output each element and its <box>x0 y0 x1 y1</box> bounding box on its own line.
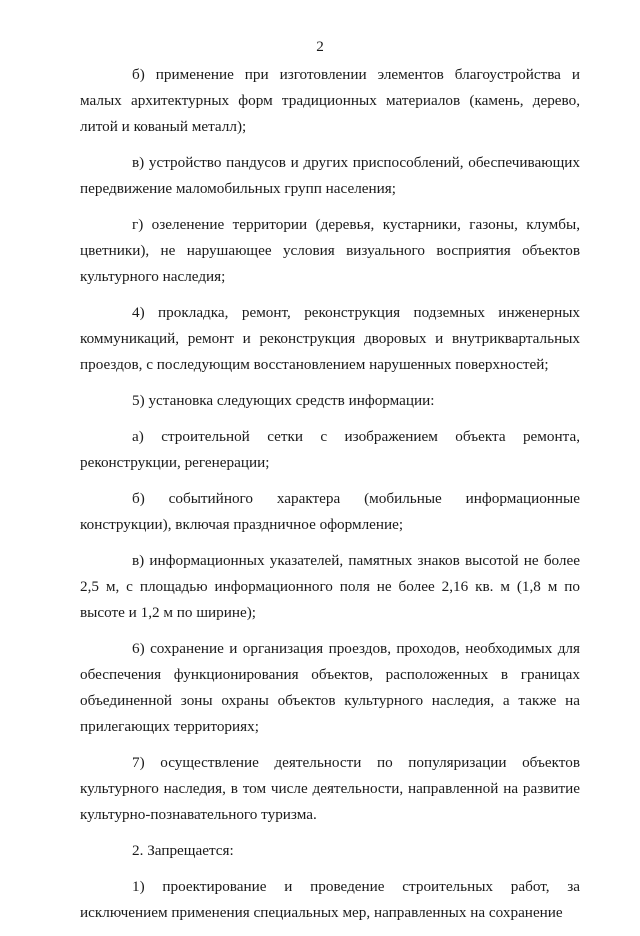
paragraph-item-v-ramps: в) устройство пандусов и других приспособлений, обеспечивающих передвижение маломобильных групп населения; <box>80 154 580 197</box>
page-number: 2 <box>316 38 324 55</box>
paragraph-item-1-design: 1) проектирование и проведение строительных работ, за исключением применения специальных мер, направленных на сохранение <box>80 878 580 921</box>
paragraph-item-b-event-structures: б) событийного характера (мобильные информационные конструкции), включая праздничное оформление; <box>80 490 580 533</box>
section-heading-prohibited: 2. Запрещается: <box>132 842 234 859</box>
paragraph-item-g-landscaping: г) озеленение территории (деревья, кустарники, газоны, клумбы, цветники), не нарушающее условия визуального восприятия объектов культурного наследия; <box>80 216 580 285</box>
paragraph-item-a-construction-mesh: а) строительной сетки с изображением объекта ремонта, реконструкции, регенерации; <box>80 428 580 471</box>
document-body <box>80 62 580 936</box>
paragraph-item-4-utilities: 4) прокладка, ремонт, реконструкция подземных инженерных коммуникаций, ремонт и реконструкция дворовых и внутриквартальных проездов, с последующим восстановлением нарушенных поверхностей; <box>80 304 580 373</box>
paragraph-item-5-information-means: 5) установка следующих средств информации: <box>132 392 435 409</box>
paragraph-item-b-materials: б) применение при изготовлении элементов благоустройства и малых архитектурных форм традиционных материалов (камень, дерево, литой и кованый металл); <box>80 66 580 135</box>
paragraph-item-6-passages: 6) сохранение и организация проездов, проходов, необходимых для обеспечения функционирования объектов, расположенных в границах объединенной зоны охраны объектов культурного наследия, а также на прилегающих территориях; <box>80 640 580 735</box>
paragraph-item-v-signs: в) информационных указателей, памятных знаков высотой не более 2,5 м, с площадью информационного поля не более 2,16 кв. м (1,8 м по высоте и 1,2 м по ширине); <box>80 552 580 621</box>
paragraph-item-7-popularization: 7) осуществление деятельности по популяризации объектов культурного наследия, в том числе деятельности, направленной на развитие культурно-познавательного туризма. <box>80 754 580 823</box>
